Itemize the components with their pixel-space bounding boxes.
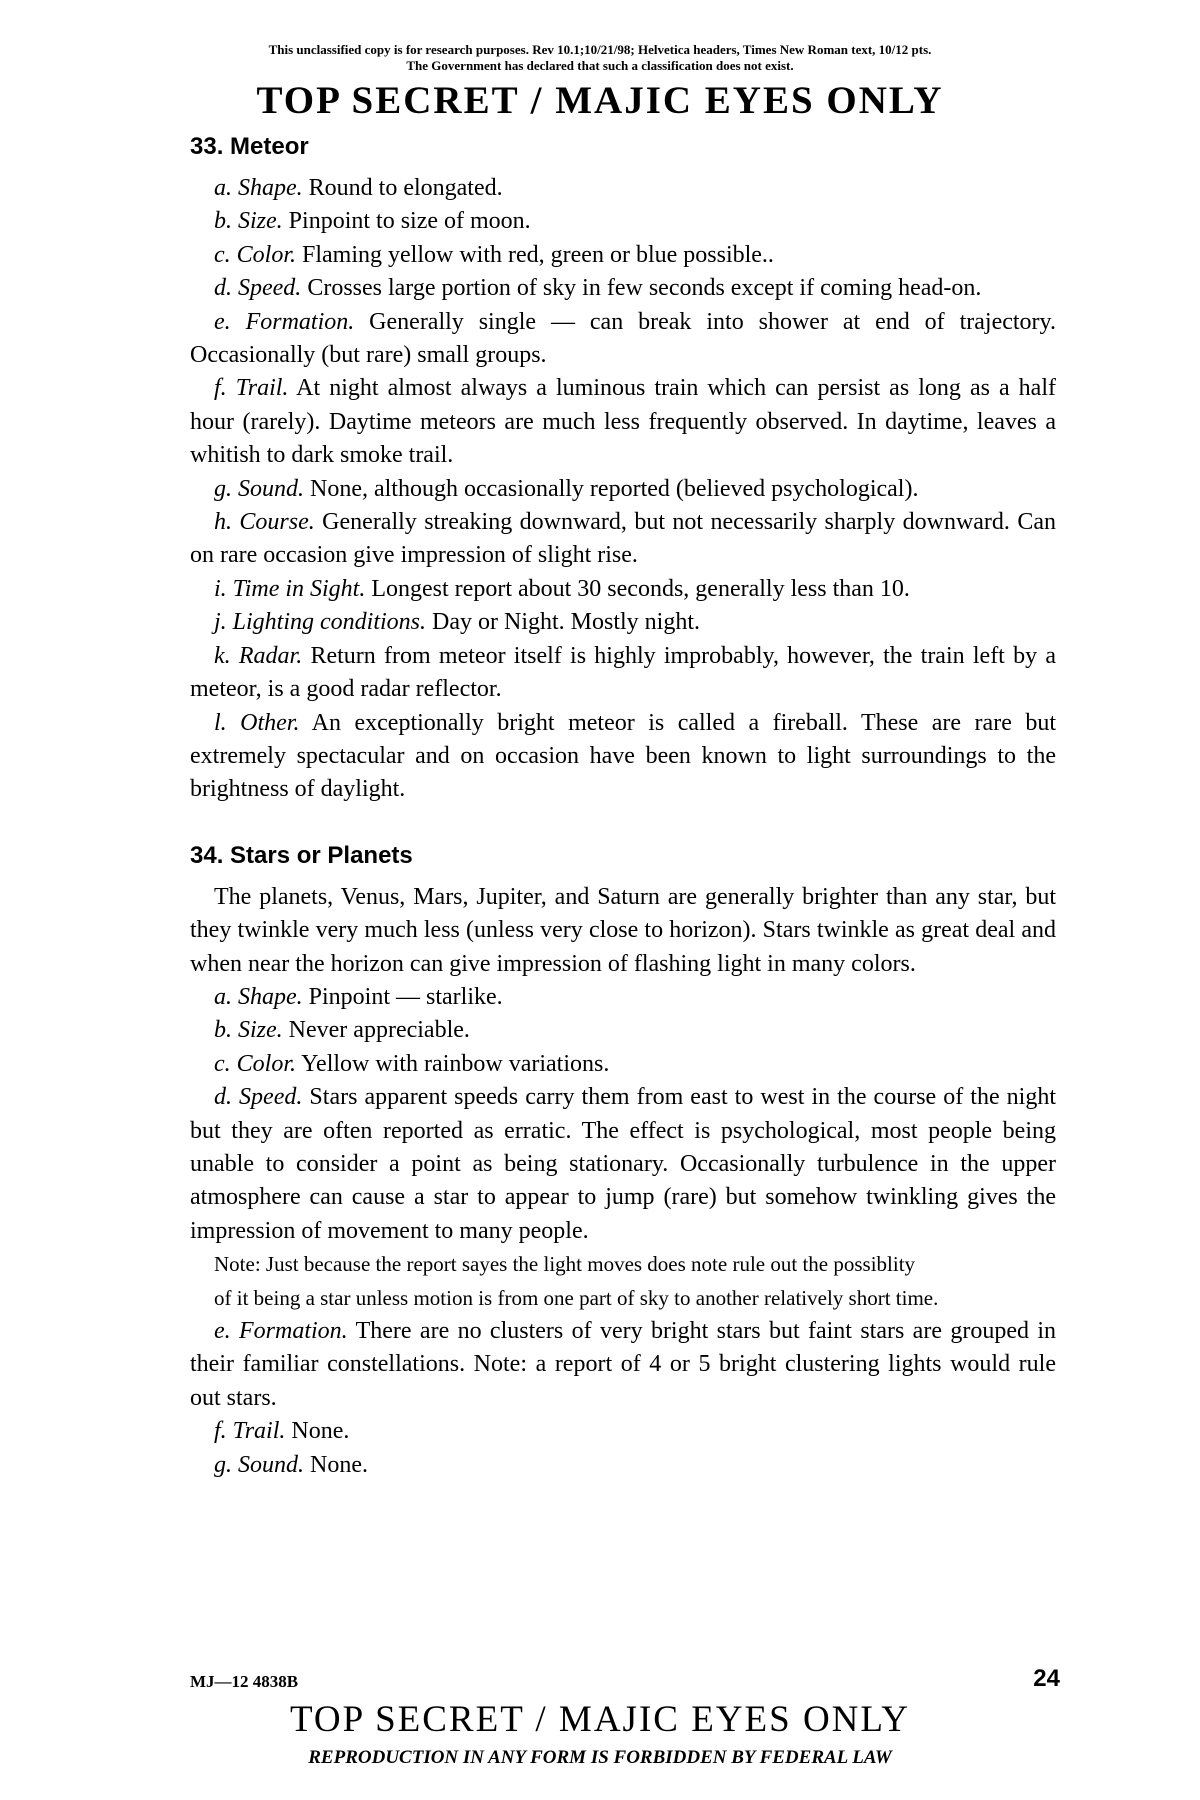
item-text: Return from meteor itself is highly improbably, however, the train left by a meteor, is a good radar reflector. (190, 642, 1056, 703)
list-item (190, 1315, 1056, 1415)
page-number: 24 (1033, 1665, 1060, 1692)
list-item (190, 1014, 1056, 1047)
footer-doc-id: MJ—12 4838B (190, 1672, 299, 1691)
header-classification: TOP SECRET / MAJIC EYES ONLY (256, 79, 944, 122)
item-text: Stars apparent speeds carry them from east to west in the course of the night but they are often reported as erratic. The effect is psychological, most people being unable to consider a point as being stationary. Occasionally turbulence in the upper atmosphere can cause a star to appear to jump (rare) but somehow twinkling gives the impression of movement to many people. (190, 1084, 1057, 1244)
item-label: e. Formation. (214, 1318, 348, 1344)
item-text: None. (285, 1418, 350, 1445)
footer-classification: TOP SECRET / MAJIC EYES ONLY (289, 1699, 911, 1740)
list-item (190, 172, 1056, 205)
item-text: Crosses large portion of sky in few seconds except if coming head-on. (301, 275, 982, 302)
item-label: d. Speed. (214, 1084, 303, 1111)
section-34-intro: The planets, Venus, Mars, Jupiter, and Saturn are generally brighter than any star, but they twinkle very much less (unless very close to horizon). Stars twinkle as great deal and when near the horizon can give impression of flashing light in many colors. (190, 883, 1056, 977)
item-label: g. Sound. (214, 1451, 304, 1478)
item-label: c. Color. (214, 241, 297, 268)
item-text: Generally streaking downward, but not necessarily sharply downward. Can on rare occasion give impression of slight rise. (190, 509, 1056, 569)
item-label: b. Size. (214, 208, 283, 235)
list-item (190, 1048, 1056, 1081)
list-item (190, 205, 1056, 238)
item-label: k. Radar. (214, 642, 303, 669)
list-item (190, 272, 1056, 305)
item-text: Pinpoint — starlike. (302, 983, 503, 1010)
item-text: Never appreciable. (282, 1017, 470, 1044)
item-label: f. Trail. (214, 375, 289, 402)
document-body (190, 132, 1056, 1482)
item-text: None. (304, 1451, 368, 1478)
item-label: a. Shape. (214, 983, 303, 1010)
note-line-2: of it being a star unless motion is from one part of sky to another relatively short time. (214, 1285, 939, 1310)
section-33-heading: 33. Meteor (190, 133, 309, 160)
item-text: There are no clusters of very bright stars but faint stars are grouped in their familiar constellations. Note: a report of 4 or 5 bright clustering lights would rule out stars. (190, 1318, 1057, 1411)
item-label: d. Speed. (214, 275, 302, 302)
item-label: i. Time in Sight. (214, 575, 366, 602)
header-notice-line2: The Government has declared that such a classification does not exist. (406, 58, 794, 73)
item-text: An exceptionally bright meteor is called a fireball. These are rare but extremely spectacular and on occasion have been known to light surroundings to the brightness of daylight. (190, 709, 1057, 803)
item-text: Generally single — can break into shower at end of trajectory. Occasionally (but rare) small groups. (190, 308, 1056, 369)
item-label: h. Course. (214, 509, 315, 536)
item-text: Day or Night. Mostly night. (426, 609, 701, 636)
item-text: At night almost always a luminous train which can persist as long as a half hour (rarely). Daytime meteors are much less frequently observed. In daytime, leaves a whitish to dark smoke trail. (190, 375, 1056, 469)
list-item (190, 640, 1056, 707)
header-notice-line1: This unclassified copy is for research purposes. Rev 10.1;10/21/98; Helvetica headers, Times New Roman text, 10/12 pts. (268, 42, 932, 57)
item-label: a. Shape. (214, 175, 303, 201)
item-text: Longest report about 30 seconds, generally less than 10. (365, 575, 910, 602)
section-34-heading: 34. Stars or Planets (190, 841, 413, 869)
list-item (190, 606, 1056, 639)
item-text: Pinpoint to size of moon. (282, 208, 531, 235)
footer-warning: REPRODUCTION IN ANY FORM IS FORBIDDEN BY FEDERAL LAW (308, 1747, 892, 1768)
item-text: None, although occasionally reported (believed psychological). (304, 475, 919, 502)
section-33-items (190, 172, 1056, 807)
list-item (190, 1081, 1056, 1248)
list-item (190, 473, 1056, 506)
header-notice (0, 42, 1200, 74)
item-label: b. Size. (214, 1017, 283, 1044)
note-line-1: Note: Just because the report sayes the light moves does note rule out the possiblity (214, 1252, 916, 1277)
item-text: Yellow with rainbow variations. (296, 1050, 610, 1077)
list-item (190, 707, 1056, 807)
list-item (190, 573, 1056, 606)
list-item (190, 306, 1056, 373)
list-item (190, 239, 1056, 272)
list-item (190, 1449, 1056, 1482)
item-text: Round to elongated. (302, 175, 503, 201)
item-label: j. Lighting conditions. (214, 609, 427, 636)
section-34-body (190, 881, 1056, 1482)
list-item (190, 1415, 1056, 1448)
item-label: l. Other. (214, 709, 300, 736)
item-label: e. Formation. (214, 308, 355, 335)
item-label: c. Color. (214, 1050, 297, 1077)
item-text: Flaming yellow with red, green or blue possible.. (296, 241, 774, 268)
item-label: g. Sound. (214, 475, 304, 502)
item-label: f. Trail. (214, 1418, 286, 1445)
list-item (190, 981, 1056, 1014)
list-item (190, 372, 1056, 472)
list-item (190, 506, 1056, 573)
